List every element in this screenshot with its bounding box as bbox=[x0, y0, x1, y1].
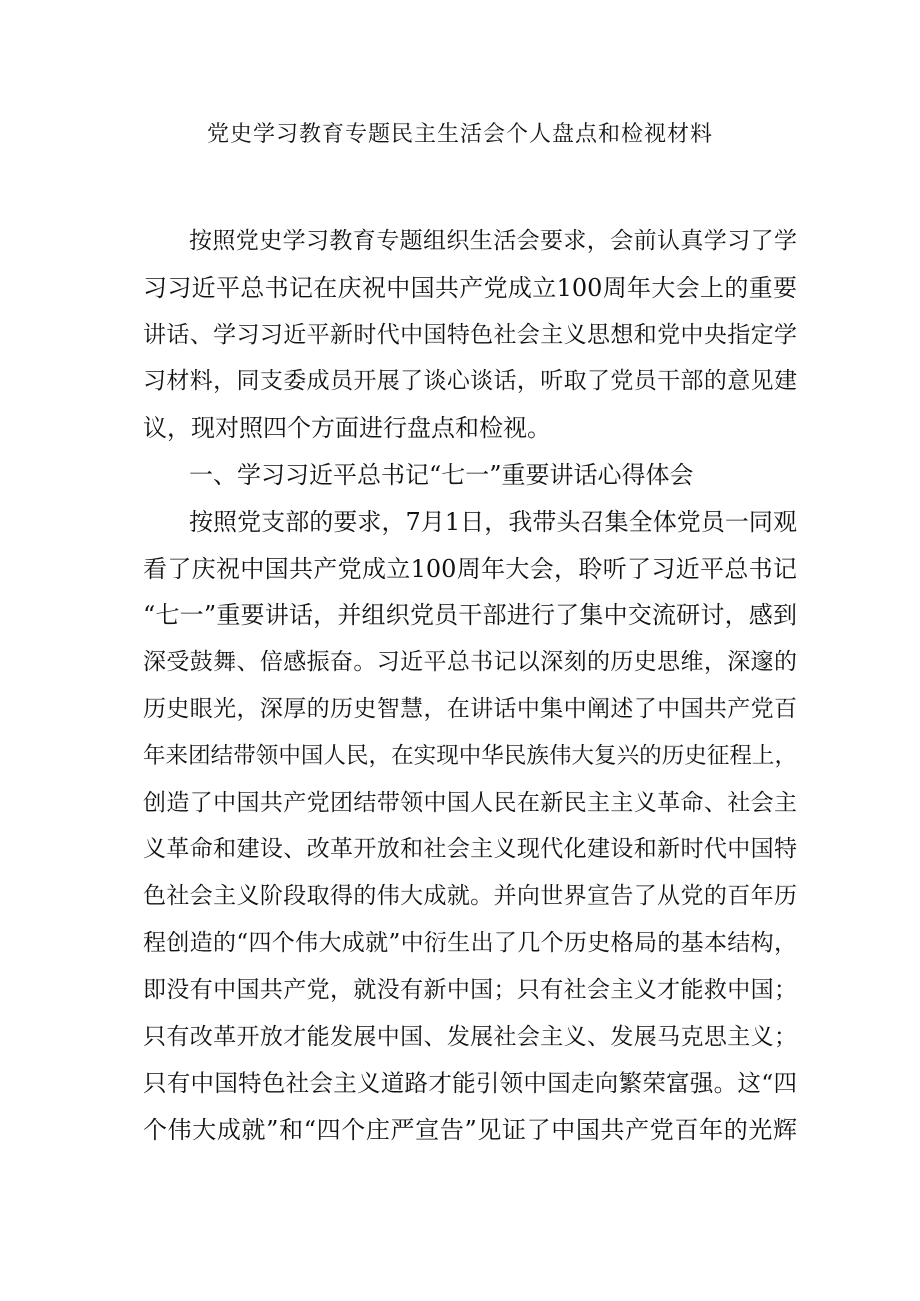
text-line: 讲话、学习习近平新时代中国特色社会主义思想和党中央指定学 bbox=[143, 321, 797, 348]
text-line: 创造了中国共产党团结带领中国人民在新民主主义革命、社会主 bbox=[143, 789, 797, 816]
text-line: 历史眼光，深厚的历史智慧，在讲话中集中阐述了中国共产党百 bbox=[143, 695, 797, 722]
text-line: 看了庆祝中国共产党成立100周年大会，聆听了习近平总书记 bbox=[143, 554, 797, 583]
text-line: 一、学习习近平总书记“七一”重要讲话心得体会 bbox=[189, 460, 694, 489]
text-line: 深受鼓舞、倍感振奋。习近平总书记以深刻的历史思维，深邃的 bbox=[143, 649, 797, 676]
text-line: 议，现对照四个方面进行盘点和检视。 bbox=[143, 414, 551, 443]
text-line: 按照党史学习教育专题组织生活会要求，会前认真学习了学 bbox=[189, 228, 797, 254]
document-body bbox=[143, 218, 797, 1154]
text-line: 色社会主义阶段取得的伟大成就。并向世界宣告了从党的百年历 bbox=[143, 883, 797, 910]
text-line: “七一”重要讲话，并组织党员干部进行了集中交流研讨，感到 bbox=[143, 601, 797, 630]
text-line: 程创造的“四个伟大成就”中衍生出了几个历史格局的基本结构， bbox=[143, 929, 797, 956]
text-line: 义革命和建设、改革开放和社会主义现代化建设和新时代中国特 bbox=[143, 836, 797, 863]
text-line: 习习近平总书记在庆祝中国共产党成立100周年大会上的重要 bbox=[143, 273, 797, 302]
text-line: 按照党支部的要求，7月1日，我带头召集全体党员一同观 bbox=[189, 507, 797, 536]
document-title: 党史学习教育专题民主生活会个人盘点和检视材料 bbox=[206, 122, 713, 147]
text-line: 只有改革开放才能发展中国、发展社会主义、发展马克思主义； bbox=[143, 1023, 797, 1050]
text-line: 习材料，同支委成员开展了谈心谈话，听取了党员干部的意见建 bbox=[143, 368, 797, 395]
text-line: 即没有中国共产党，就没有新中国；只有社会主义才能救中国； bbox=[143, 976, 797, 1003]
text-line: 个伟大成就”和“四个庄严宣告”见证了中国共产党百年的光辉 bbox=[143, 1116, 797, 1145]
text-line: 只有中国特色社会主义道路才能引领中国走向繁荣富强。这“四 bbox=[143, 1069, 797, 1098]
text-line: 年来团结带领中国人民，在实现中华民族伟大复兴的历史征程上， bbox=[143, 742, 797, 769]
